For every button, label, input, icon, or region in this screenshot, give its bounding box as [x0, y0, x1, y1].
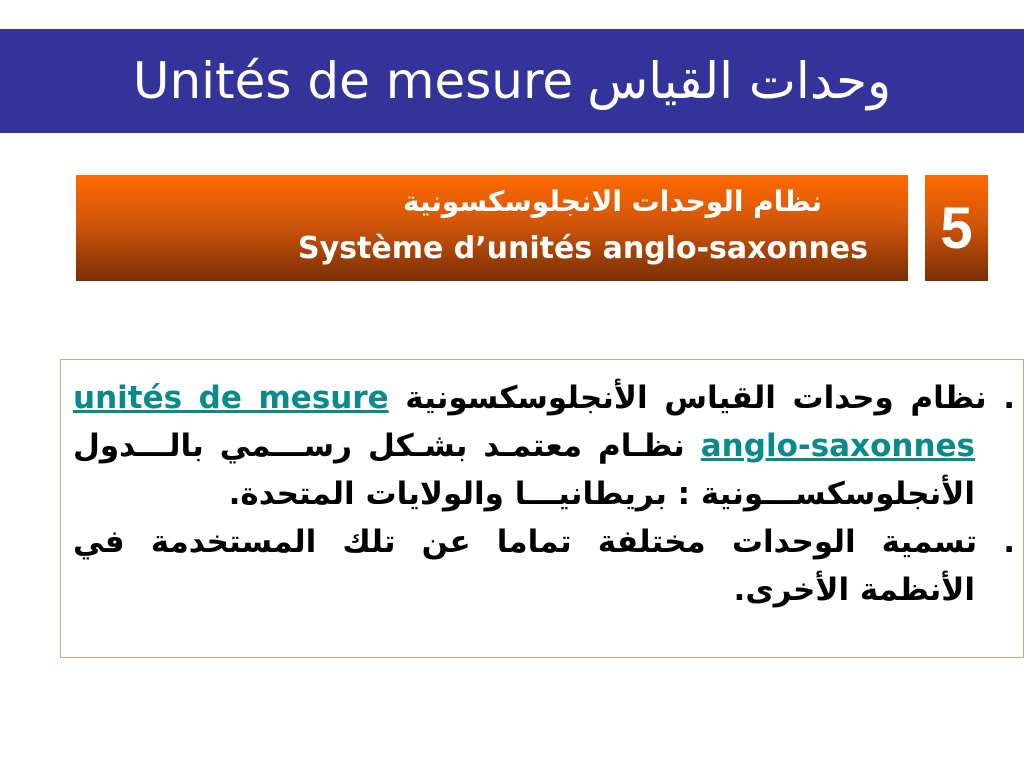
bullet-1: . [1003, 380, 1015, 416]
anglo-saxon-units-link[interactable]: unités de mesure anglo-saxonnes [73, 380, 976, 464]
section-number-badge [925, 175, 988, 281]
section-title-arabic: نظام الوحدات الانجلوسكسونية [403, 185, 822, 218]
paragraph-1 [73, 374, 1015, 518]
paragraph-2 [73, 518, 1015, 614]
section-number: 5 [940, 195, 973, 261]
section-title-french: Système d’unités anglo-saxonnes [297, 231, 868, 266]
paragraph-1-text-b: نظـام معتمـد بشـكل رســـمي بالـــدول الأنجلوسكســـونية : بريطانيـــا والولايات المتحدة. [73, 428, 975, 512]
slide-title-arabic: وحدات القياس [587, 52, 892, 110]
slide-title-french: Unités de mesure [132, 52, 574, 110]
content-text-box [60, 359, 1024, 658]
slide-title-bar [0, 29, 1024, 133]
paragraph-2-text: تسمية الوحدات مختلفة تماما عن تلك المستخدمة في الأنظمة الأخرى. [73, 524, 978, 608]
content-body [73, 374, 1015, 614]
paragraph-1-text-a: نظام وحدات القياس الأنجلوسكسونية [405, 380, 987, 416]
section-heading-box [76, 175, 908, 281]
bullet-2: . [1003, 524, 1015, 560]
